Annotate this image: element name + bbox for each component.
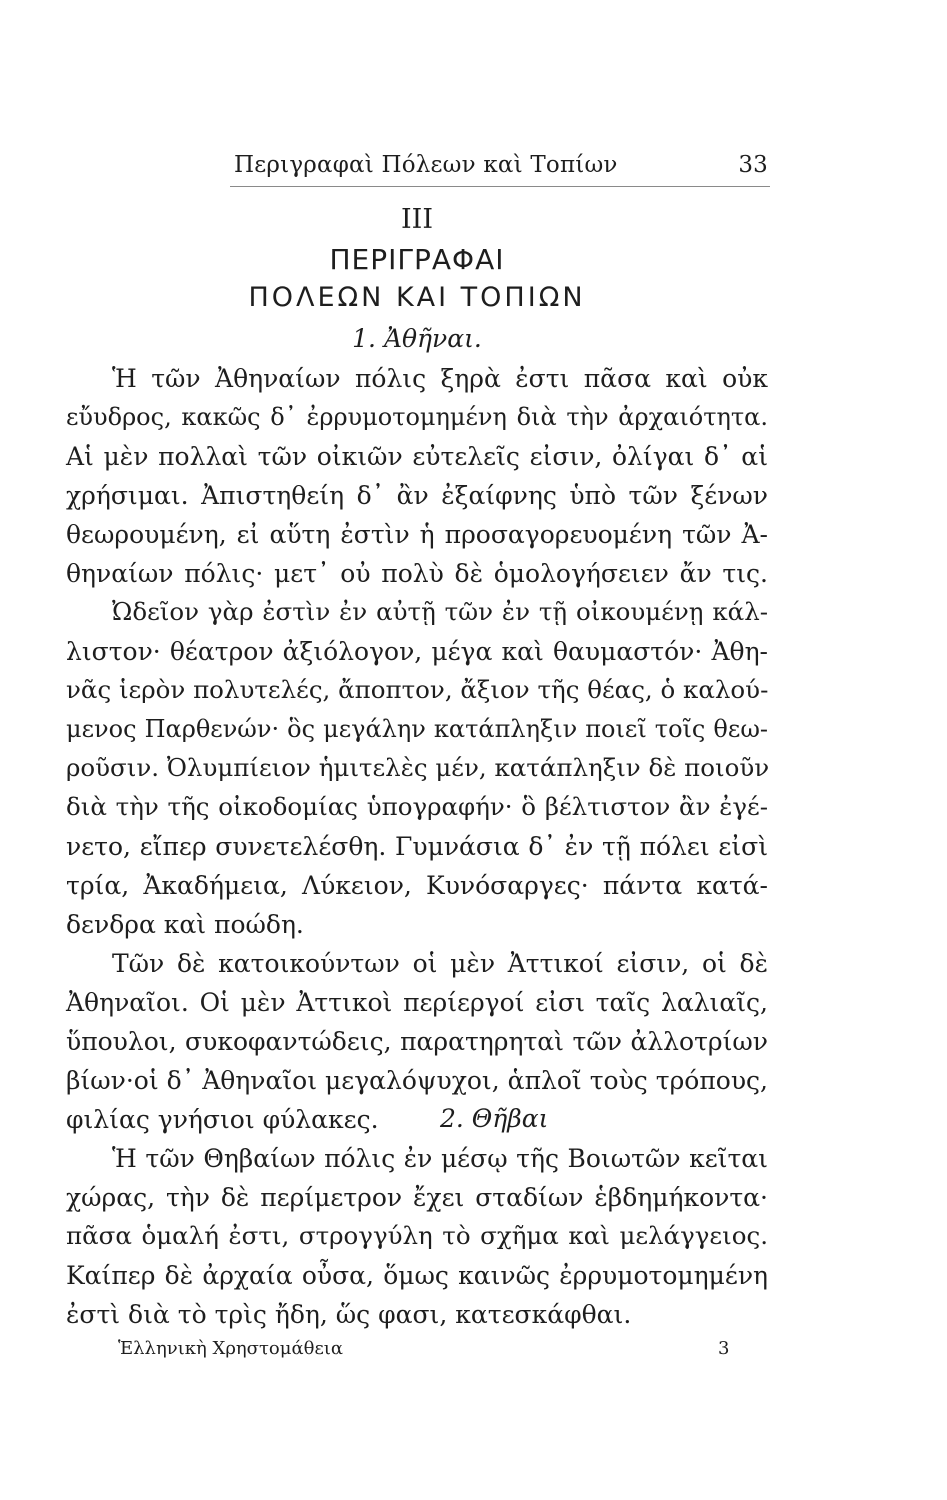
text-line: Ἡ τῶν Θηβαίων πόλις ἐν μέσῳ τῆς Βοιωτῶν κεῖται <box>112 1144 768 1173</box>
footer-book-title: Ἑλληνικὴ Χρηστομάθεια <box>118 1338 343 1359</box>
text-line: θηναίων πόλις· μετ᾽ οὐ πολὺ δὲ ὁμολογήσειεν ἄν τις. <box>66 559 768 588</box>
text-line: δενδρα καὶ ποώδη. <box>66 910 304 939</box>
text-line: εὔυδρος, κακῶς δ᾽ ἐρρυμοτομημένη διὰ τὴν ἀρχαιότητα. <box>66 403 768 431</box>
section-subtitle: ΠΟΛΕΩΝ ΚΑΙ ΤΟΠΙΩΝ <box>248 282 586 313</box>
text-line: νᾶς ἱερὸν πολυτελές, ἄποπτον, ἄξιον τῆς θέας, ὁ καλού- <box>66 675 769 704</box>
text-line: μενος Παρθενών· ὃς μεγάλην κατάπληξιν ποιεῖ τοῖς θεω- <box>66 715 768 743</box>
text-line: Καίπερ δὲ ἀρχαία οὖσα, ὅμως καινῶς ἐρρυμοτομημένη <box>66 1261 768 1290</box>
text-line: φιλίας γνήσιοι φύλακες. <box>66 1105 379 1134</box>
text-line: Ἀθηναῖοι. Οἱ μὲν Ἀττικοὶ περίεργοί εἰσι ταῖς λαλιαῖς, <box>66 988 768 1017</box>
text-line: Ὠδεῖον γὰρ ἐστὶν ἐν αὐτῇ τῶν ἐν τῇ οἰκουμένῃ κάλ- <box>112 597 768 626</box>
text-line: λιστον· θέατρον ἀξιόλογον, μέγα καὶ θαυμαστόν· Ἀθη- <box>66 637 768 666</box>
header-rule <box>230 186 770 187</box>
running-head-title: Περιγραφαὶ Πόλεων καὶ Τοπίων <box>234 152 618 178</box>
text-line: χρήσιμαι. Ἀπιστηθείη δ᾽ ἂν ἐξαίφνης ὑπὸ τῶν ξένων <box>66 481 768 510</box>
page-number: 33 <box>738 152 768 178</box>
text-line: διὰ τὴν τῆς οἰκοδομίας ὑπογραφήν· ὃ βέλτιστον ἂν ἐγέ- <box>66 792 768 821</box>
text-line: νετο, εἴπερ συνετελέσθη. Γυμνάσια δ᾽ ἐν τῇ πόλει εἰσὶ <box>66 832 768 861</box>
text-line: Ἡ τῶν Ἀθηναίων πόλις ξηρὰ ἐστι πᾶσα καὶ οὐκ <box>112 364 768 393</box>
text-line: Τῶν δὲ κατοικούντων οἱ μὲν Ἀττικοί εἰσιν, οἱ δὲ <box>112 949 768 978</box>
text-line: ἐστὶ διὰ τὸ τρὶς ἤδη, ὥς φασι, κατεσκάφθαι. <box>66 1300 632 1329</box>
text-line: χώρας, τὴν δὲ περίμετρον ἔχει σταδίων ἑβδημήκοντα· <box>66 1183 768 1212</box>
heading-thebes: 2. Θῆβαι <box>440 1104 549 1133</box>
section-number: III <box>401 204 433 235</box>
text-line: βίων·οἱ δ᾽ Ἀθηναῖοι μεγαλόψυχοι, ἁπλοῖ τοὺς τρόπους, <box>66 1066 768 1095</box>
section-title: ΠΕΡΙΓΡΑΦΑΙ <box>329 243 505 276</box>
text-line: ροῦσιν. Ὀλυμπίειον ἡμιτελὲς μέν, κατάπληξιν δὲ ποιοῦν <box>66 753 770 782</box>
text-line: θεωρουμένη, εἰ αὕτη ἐστὶν ἡ προσαγορευομένη τῶν Ἀ- <box>66 520 768 549</box>
text-line: Αἱ μὲν πολλαὶ τῶν οἰκιῶν εὐτελεῖς εἰσιν, ὀλίγαι δ᾽ αἱ <box>66 442 768 471</box>
text-line: τρία, Ἀκαδήμεια, Λύκειον, Κυνόσαργες· πάντα κατά- <box>66 871 768 900</box>
text-line: πᾶσα ὁμαλή ἐστι, στρογγύλη τὸ σχῆμα καὶ μελάγγειος. <box>66 1221 768 1250</box>
heading-athens: 1. Ἀθῆναι. <box>352 324 482 353</box>
text-line: ὕπουλοι, συκοφαντώδεις, παρατηρηταὶ τῶν ἀλλοτρίων <box>66 1027 768 1056</box>
footer-signature: 3 <box>718 1338 730 1359</box>
